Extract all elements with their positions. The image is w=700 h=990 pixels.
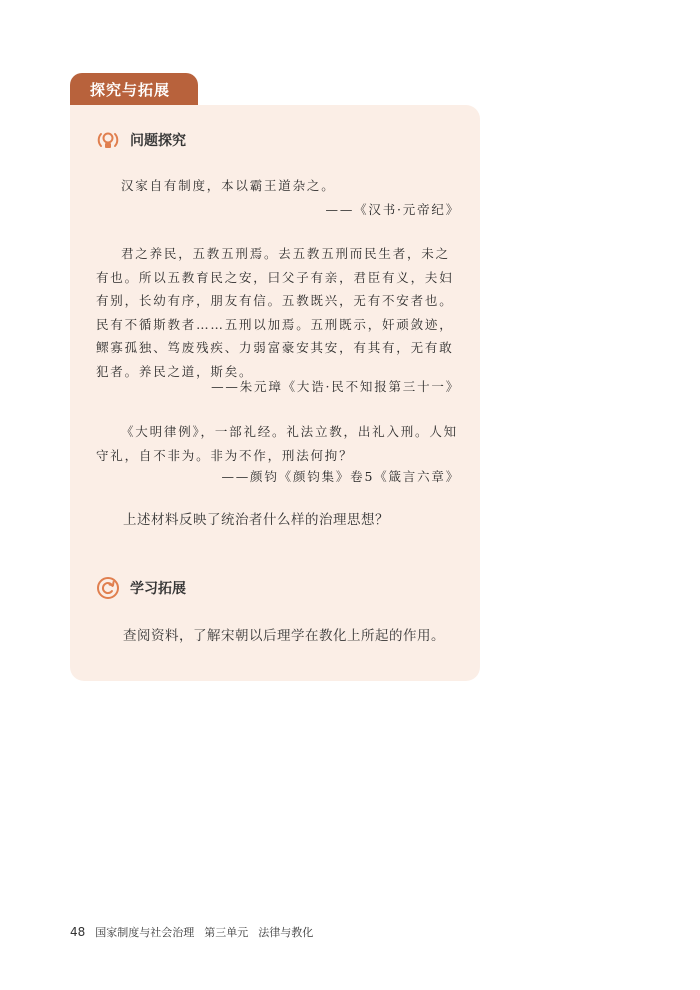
quote2-text: 君之养民，五教五刑焉。去五教五刑而民生者，未之有也。所以五教育民之安，曰父子有亲，君臣有义，夫妇有别，长幼有序，朋友有信。五教既兴，无有不安者也。民有不循斯教者……五刑以加焉。五刑既示，奸顽敛迹，鳏寡孤独、笃废残疾、力弱富豪安其安，有其有，无有敢犯者。养民之道，斯矣。 [96, 246, 454, 379]
refresh-icon [96, 576, 120, 600]
book-title: 国家制度与社会治理 [95, 926, 195, 939]
extension-heading [96, 576, 186, 600]
unit-label: 第三单元 [204, 926, 249, 939]
section-tab-label: 探究与拓展 [90, 81, 171, 99]
chapter-label: 法律与教化 [258, 926, 314, 939]
quote3-text: 《大明律例》，一部礼经。礼法立教，出礼入刑。人知守礼，自不非为。非为不作，刑法何拘？ [96, 424, 458, 463]
page-number: 48 [70, 925, 86, 939]
extension-text: 查阅资料，了解宋朝以后理学在教化上所起的作用。 [123, 628, 445, 644]
quote3-source: ——颜钧《颜钧集》卷5《箴言六章》 [221, 469, 460, 484]
question-text: 上述材料反映了统治者什么样的治理思想？ [123, 512, 389, 528]
quote1-text: 汉家自有制度，本以霸王道杂之。 [121, 178, 336, 193]
section-tab [70, 73, 198, 107]
problem-heading [96, 128, 186, 152]
extension-title: 学习拓展 [130, 581, 186, 597]
quote1-source: ——《汉书·元帝纪》 [325, 202, 460, 217]
problem-title: 问题探究 [130, 133, 186, 149]
quote2-source: ——朱元璋《大诰·民不知报第三十一》 [211, 379, 460, 394]
page-footer [70, 924, 313, 940]
lightbulb-icon [96, 128, 120, 152]
